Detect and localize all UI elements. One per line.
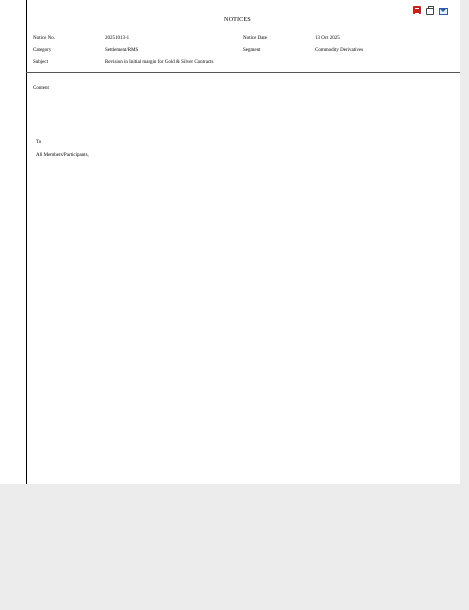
content-label: Content bbox=[33, 86, 49, 91]
mail-icon[interactable] bbox=[439, 8, 448, 15]
category-label: Category bbox=[33, 48, 52, 53]
notice-date-value: 13 Oct 2025 bbox=[315, 36, 340, 41]
pdf-icon[interactable] bbox=[413, 6, 421, 14]
notice-no-value: 20251013-1 bbox=[105, 36, 130, 41]
print-icon[interactable] bbox=[426, 8, 434, 15]
to-label: To bbox=[36, 140, 42, 145]
subject-value: Revision in Initial margin for Gold & Silver Contracts bbox=[105, 60, 214, 65]
divider bbox=[26, 72, 460, 73]
segment-label: Segment bbox=[243, 48, 261, 53]
segment-value: Commodity Derivatives bbox=[315, 48, 364, 53]
notice-no-label: Notice No. bbox=[33, 36, 55, 41]
category-value: Settlement/RMS bbox=[105, 48, 139, 53]
page-title: NOTICES bbox=[224, 16, 251, 23]
subject-label: Subject bbox=[33, 60, 48, 65]
notice-date-label: Notice Date bbox=[243, 36, 268, 41]
addressee: All Members/Participants, bbox=[36, 153, 89, 158]
